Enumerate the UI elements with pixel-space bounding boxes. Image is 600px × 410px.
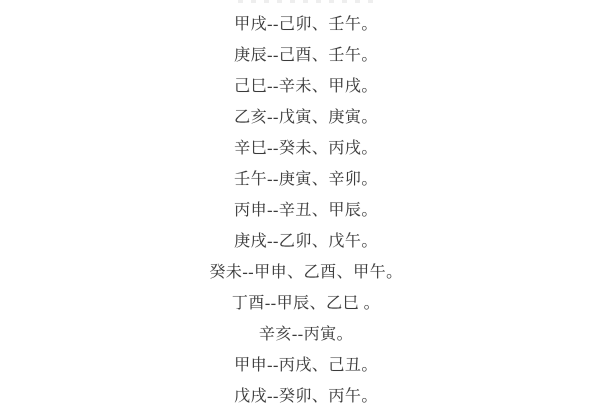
ganzhi-line: 甲戌--己卯、壬午。	[234, 16, 378, 33]
ganzhi-line-clipped: 戊戌--癸卯、丙午。	[234, 388, 378, 405]
ganzhi-line: 辛亥--丙寅。	[258, 326, 354, 343]
ganzhi-line: 甲申--丙戌、己丑。	[234, 357, 378, 374]
ganzhi-line: 己巳--辛未、甲戌。	[234, 78, 378, 95]
ganzhi-line: 丙申--辛丑、甲辰。	[234, 202, 378, 219]
document-page	[12, 0, 600, 410]
ganzhi-line: 庚戌--乙卯、戊午。	[234, 233, 378, 250]
ganzhi-line: 癸未--甲申、乙酉、甲午。	[209, 264, 403, 281]
ganzhi-line: 庚辰--己酉、壬午。	[234, 47, 378, 64]
ganzhi-line: 壬午--庚寅、辛卯。	[234, 171, 378, 188]
ganzhi-line: 乙亥--戊寅、庚寅。	[234, 109, 378, 126]
ganzhi-line: 辛巳--癸未、丙戌。	[234, 140, 378, 157]
ganzhi-line: 丁酉--甲辰、乙巳 。	[231, 295, 381, 312]
